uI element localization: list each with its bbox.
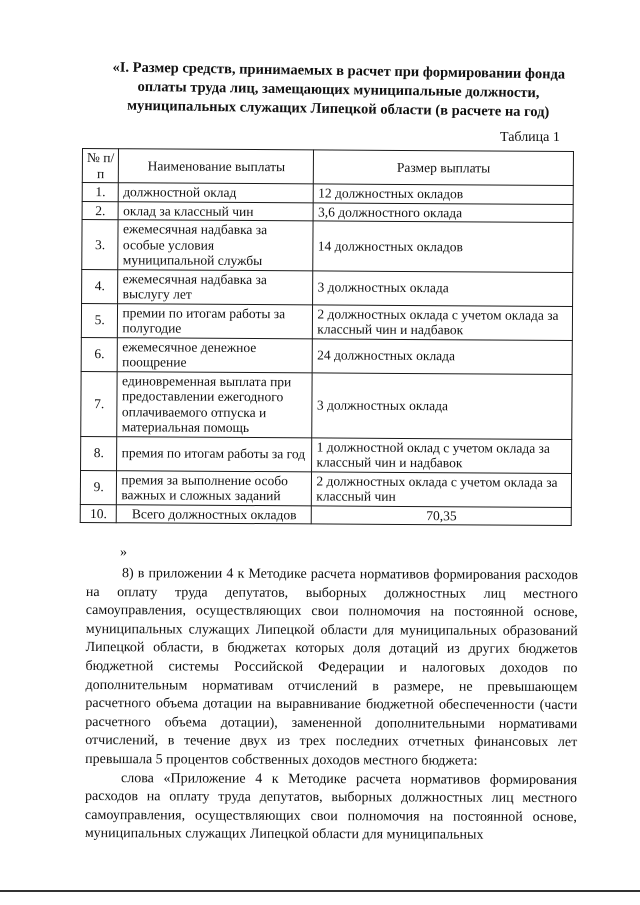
row-name: оклад за классный чин bbox=[119, 201, 314, 221]
row-size: 24 должностных оклада bbox=[313, 338, 573, 374]
body-text bbox=[85, 565, 578, 846]
total-label: Всего должностных окладов bbox=[117, 504, 312, 524]
table-header-row bbox=[82, 149, 573, 186]
header-name: Наименование выплаты bbox=[119, 149, 314, 184]
total-num: 10. bbox=[80, 504, 117, 523]
row-name: премия за выполнение особо важных и сложных заданий bbox=[117, 470, 312, 505]
row-name: премия по итогам работы за год bbox=[117, 436, 312, 471]
table-row bbox=[81, 371, 572, 439]
row-num: 8. bbox=[81, 436, 118, 470]
header-size: Размер выплаты bbox=[314, 150, 574, 186]
row-size: 3 должностных оклада bbox=[312, 372, 572, 439]
row-size: 2 должностных оклада с учетом оклада за классный чин bbox=[312, 471, 572, 507]
row-name: ежемесячное денежное поощрение bbox=[118, 337, 313, 372]
table-row bbox=[80, 470, 571, 507]
title-line-2: оплаты труда лиц, замещающих муниципальные должности, bbox=[137, 78, 540, 102]
header-num: № п/п bbox=[82, 149, 119, 183]
row-name: единовременная выплата при предоставлении ежегодного оплачиваемого отпуска и материальная помощь bbox=[117, 371, 312, 437]
row-num: 3. bbox=[82, 220, 119, 270]
row-name: ежемесячная надбавка за выслугу лет bbox=[118, 269, 313, 304]
table-row bbox=[81, 436, 572, 473]
row-size: 14 должностных окладов bbox=[313, 221, 573, 272]
table-row bbox=[82, 269, 573, 306]
row-num: 2. bbox=[82, 201, 119, 220]
paragraph-8: 8) в приложении 4 к Методике расчета нормативов формирования расходов на оплату труда депутатов, выборных должностных лиц местного самоуправления, осуществляющих свои полномочия на постоянной основе, муниципальных служащих Липецкой области для муниципальных образований Липецкой области, в бюджетах которых доля дотаций из других бюджетов бюджетной системы Российской Федерации и налоговых доходов по дополнительным нормативам отчислений в размере, не превышающем расчетного объема дотации на выравнивание бюджетной обеспеченности (части расчетного объема дотации), замененной дополнительными нормативами отчислений, в течение двух из трех последних отчетных финансовых лет превышала 5 процентов собственных доходов местного бюджета: bbox=[85, 566, 578, 769]
row-num: 9. bbox=[80, 470, 117, 504]
row-name: премии по итогам работы за полугодие bbox=[118, 303, 313, 338]
table-row bbox=[81, 337, 572, 374]
closing-quote: » bbox=[120, 545, 127, 560]
row-name: ежемесячная надбавка за особые условия муниципальной службы bbox=[118, 220, 313, 271]
row-size: 1 должностной оклад с учетом оклада за классный чин и надбавок bbox=[312, 437, 572, 473]
table-total-row bbox=[80, 504, 571, 525]
row-num: 5. bbox=[81, 303, 118, 337]
row-name: должностной оклад bbox=[119, 183, 314, 203]
row-num: 1. bbox=[82, 183, 119, 202]
row-num: 6. bbox=[81, 337, 118, 371]
table-row bbox=[81, 303, 572, 340]
payments-table bbox=[80, 148, 574, 526]
row-size: 3,6 должностного оклада bbox=[313, 202, 573, 222]
total-value: 70,35 bbox=[312, 505, 572, 525]
bottom-divider bbox=[0, 890, 640, 892]
title-line-3: муниципальных служащих Липецкой области (в расчете на год) bbox=[127, 97, 550, 121]
row-size: 3 должностных оклада bbox=[313, 270, 573, 306]
paragraph-words: слова «Приложение 4 к Методике расчета нормативов формирования расходов на оплату труда депутатов, выборных должностных лиц местного самоуправления, осуществляющих свои полномочия на постоянной основе, муниципальных служащих Липецкой области для муниципальных bbox=[84, 770, 578, 844]
table-caption: Таблица 1 bbox=[500, 130, 560, 145]
table-row bbox=[82, 220, 573, 272]
row-num: 7. bbox=[81, 371, 118, 436]
title-line-1: «I. Размер средств, принимаемых в расчет при формировании фонда bbox=[112, 59, 566, 83]
section-title bbox=[83, 58, 594, 123]
row-num: 4. bbox=[82, 269, 119, 303]
row-size: 12 должностных окладов bbox=[314, 184, 574, 204]
row-size: 2 должностных оклада с учетом оклада за классный чин и надбавок bbox=[313, 304, 573, 340]
